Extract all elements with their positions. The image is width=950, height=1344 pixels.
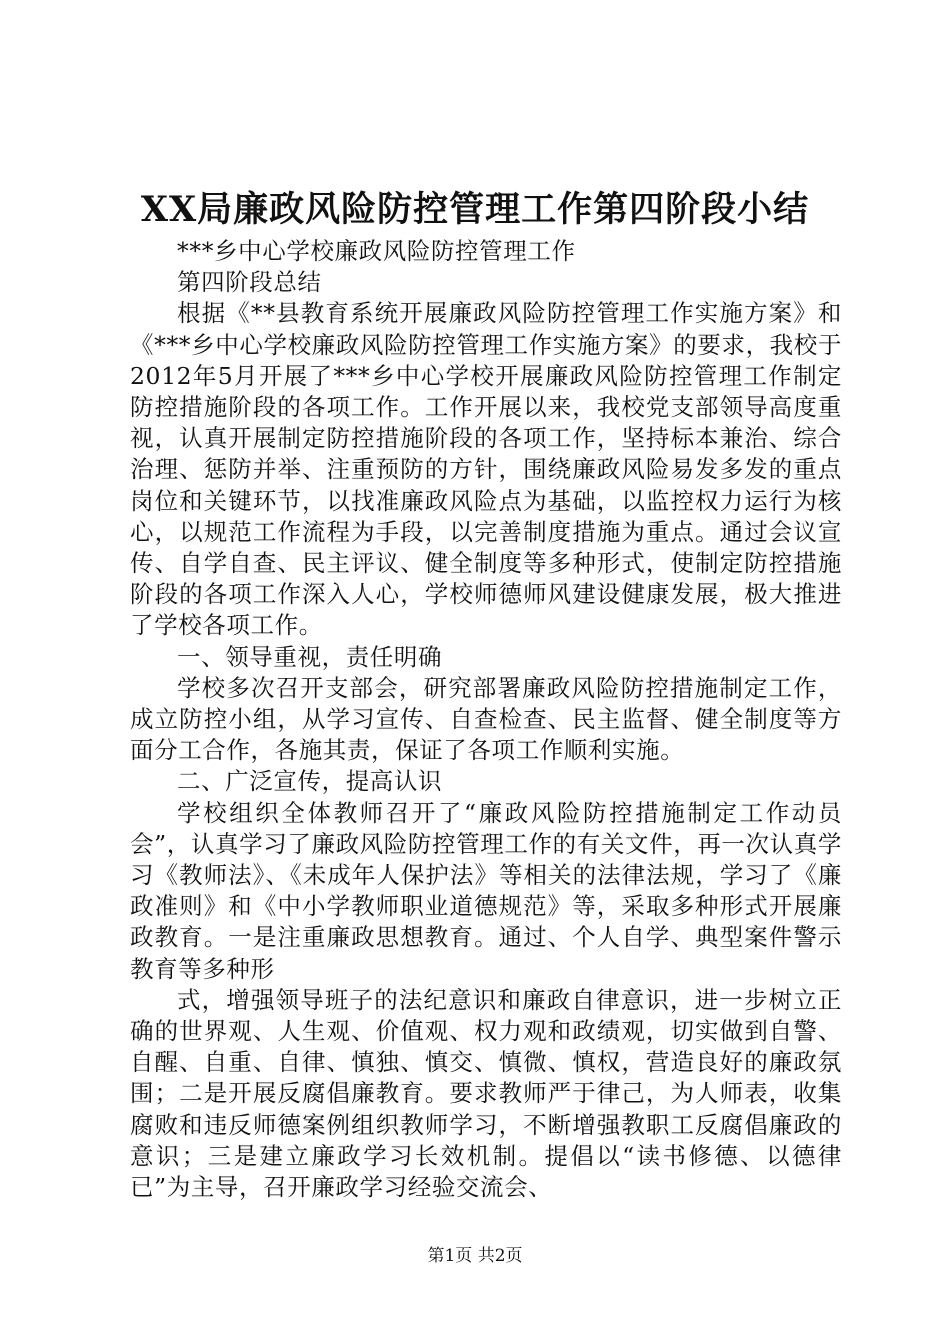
paragraph-section-2: 学校组织全体教师召开了“廉政风险防控措施制定工作动员会”，认真学习了廉政风险防控管理工作的有关文件，再一次认真学习《教师法》、《未成年人保护法》等相关的法律法规，学习了《廉政准则》和《中小学教师职业道德规范》等，采取多种形式开展廉政教育。一是注重廉政思想教育。通过、个人自学、典型案件警示教育等多种形 (130, 798, 842, 983)
subtitle-line-2: 第四阶段总结 (177, 268, 322, 297)
paragraph-section-1: 学校多次召开支部会，研究部署廉政风险防控措施制定工作，成立防控小组，从学习宣传、自查检查、民主监督、健全制度等方面分工合作，各施其责，保证了各项工作顺利实施。 (130, 673, 842, 765)
section-heading-2: 二、广泛宣传，提高认识 (177, 767, 443, 796)
section-heading-1: 一、领导重视，责任明确 (177, 642, 443, 671)
page-footer: 第1页 共2页 (427, 1246, 523, 1266)
paragraph-section-2-continued: 式，增强领导班子的法纪意识和廉政自律意识，进一步树立正确的世界观、人生观、价值观、权力观和政绩观，切实做到自警、自醒、自重、自律、慎独、慎交、慎微、慎权，营造良好的廉政氛围；二是开展反腐倡廉教育。要求教师严于律己，为人师表，收集腐败和违反师德案例组织教师学习，不断增强教职工反腐倡廉政的意识；三是建立廉政学习长效机制。提倡以“读书修德、以德律已”为主导，召开廉政学习经验交流会、 (130, 985, 842, 1202)
subtitle-line-1: ***乡中心学校廉政风险防控管理工作 (177, 237, 576, 265)
paragraph-intro: 根据《**县教育系统开展廉政风险防控管理工作实施方案》和《***乡中心学校廉政风险防控管理工作实施方案》的要求，我校于2012年5月开展了***乡中心学校开展廉政风险防控管理工作制定防控措施阶段的各项工作。工作开展以来，我校党支部领导高度重视，认真开展制定防控措施阶段的各项工作，坚持标本兼治、综合治理、惩防并举、注重预防的方针，围绕廉政风险易发多发的重点岗位和关键环节，以找准廉政风险点为基础，以监控权力运行为核心，以规范工作流程为手段，以完善制度措施为重点。通过会议宣传、自学自查、民主评议、健全制度等多种形式，使制定防控措施阶段的各项工作深入人心，学校师德师风建设健康发展，极大推进了学校各项工作。 (130, 299, 842, 640)
document-title: XX局廉政风险防控管理工作第四阶段小结 (140, 189, 810, 230)
document-body (130, 236, 842, 1203)
